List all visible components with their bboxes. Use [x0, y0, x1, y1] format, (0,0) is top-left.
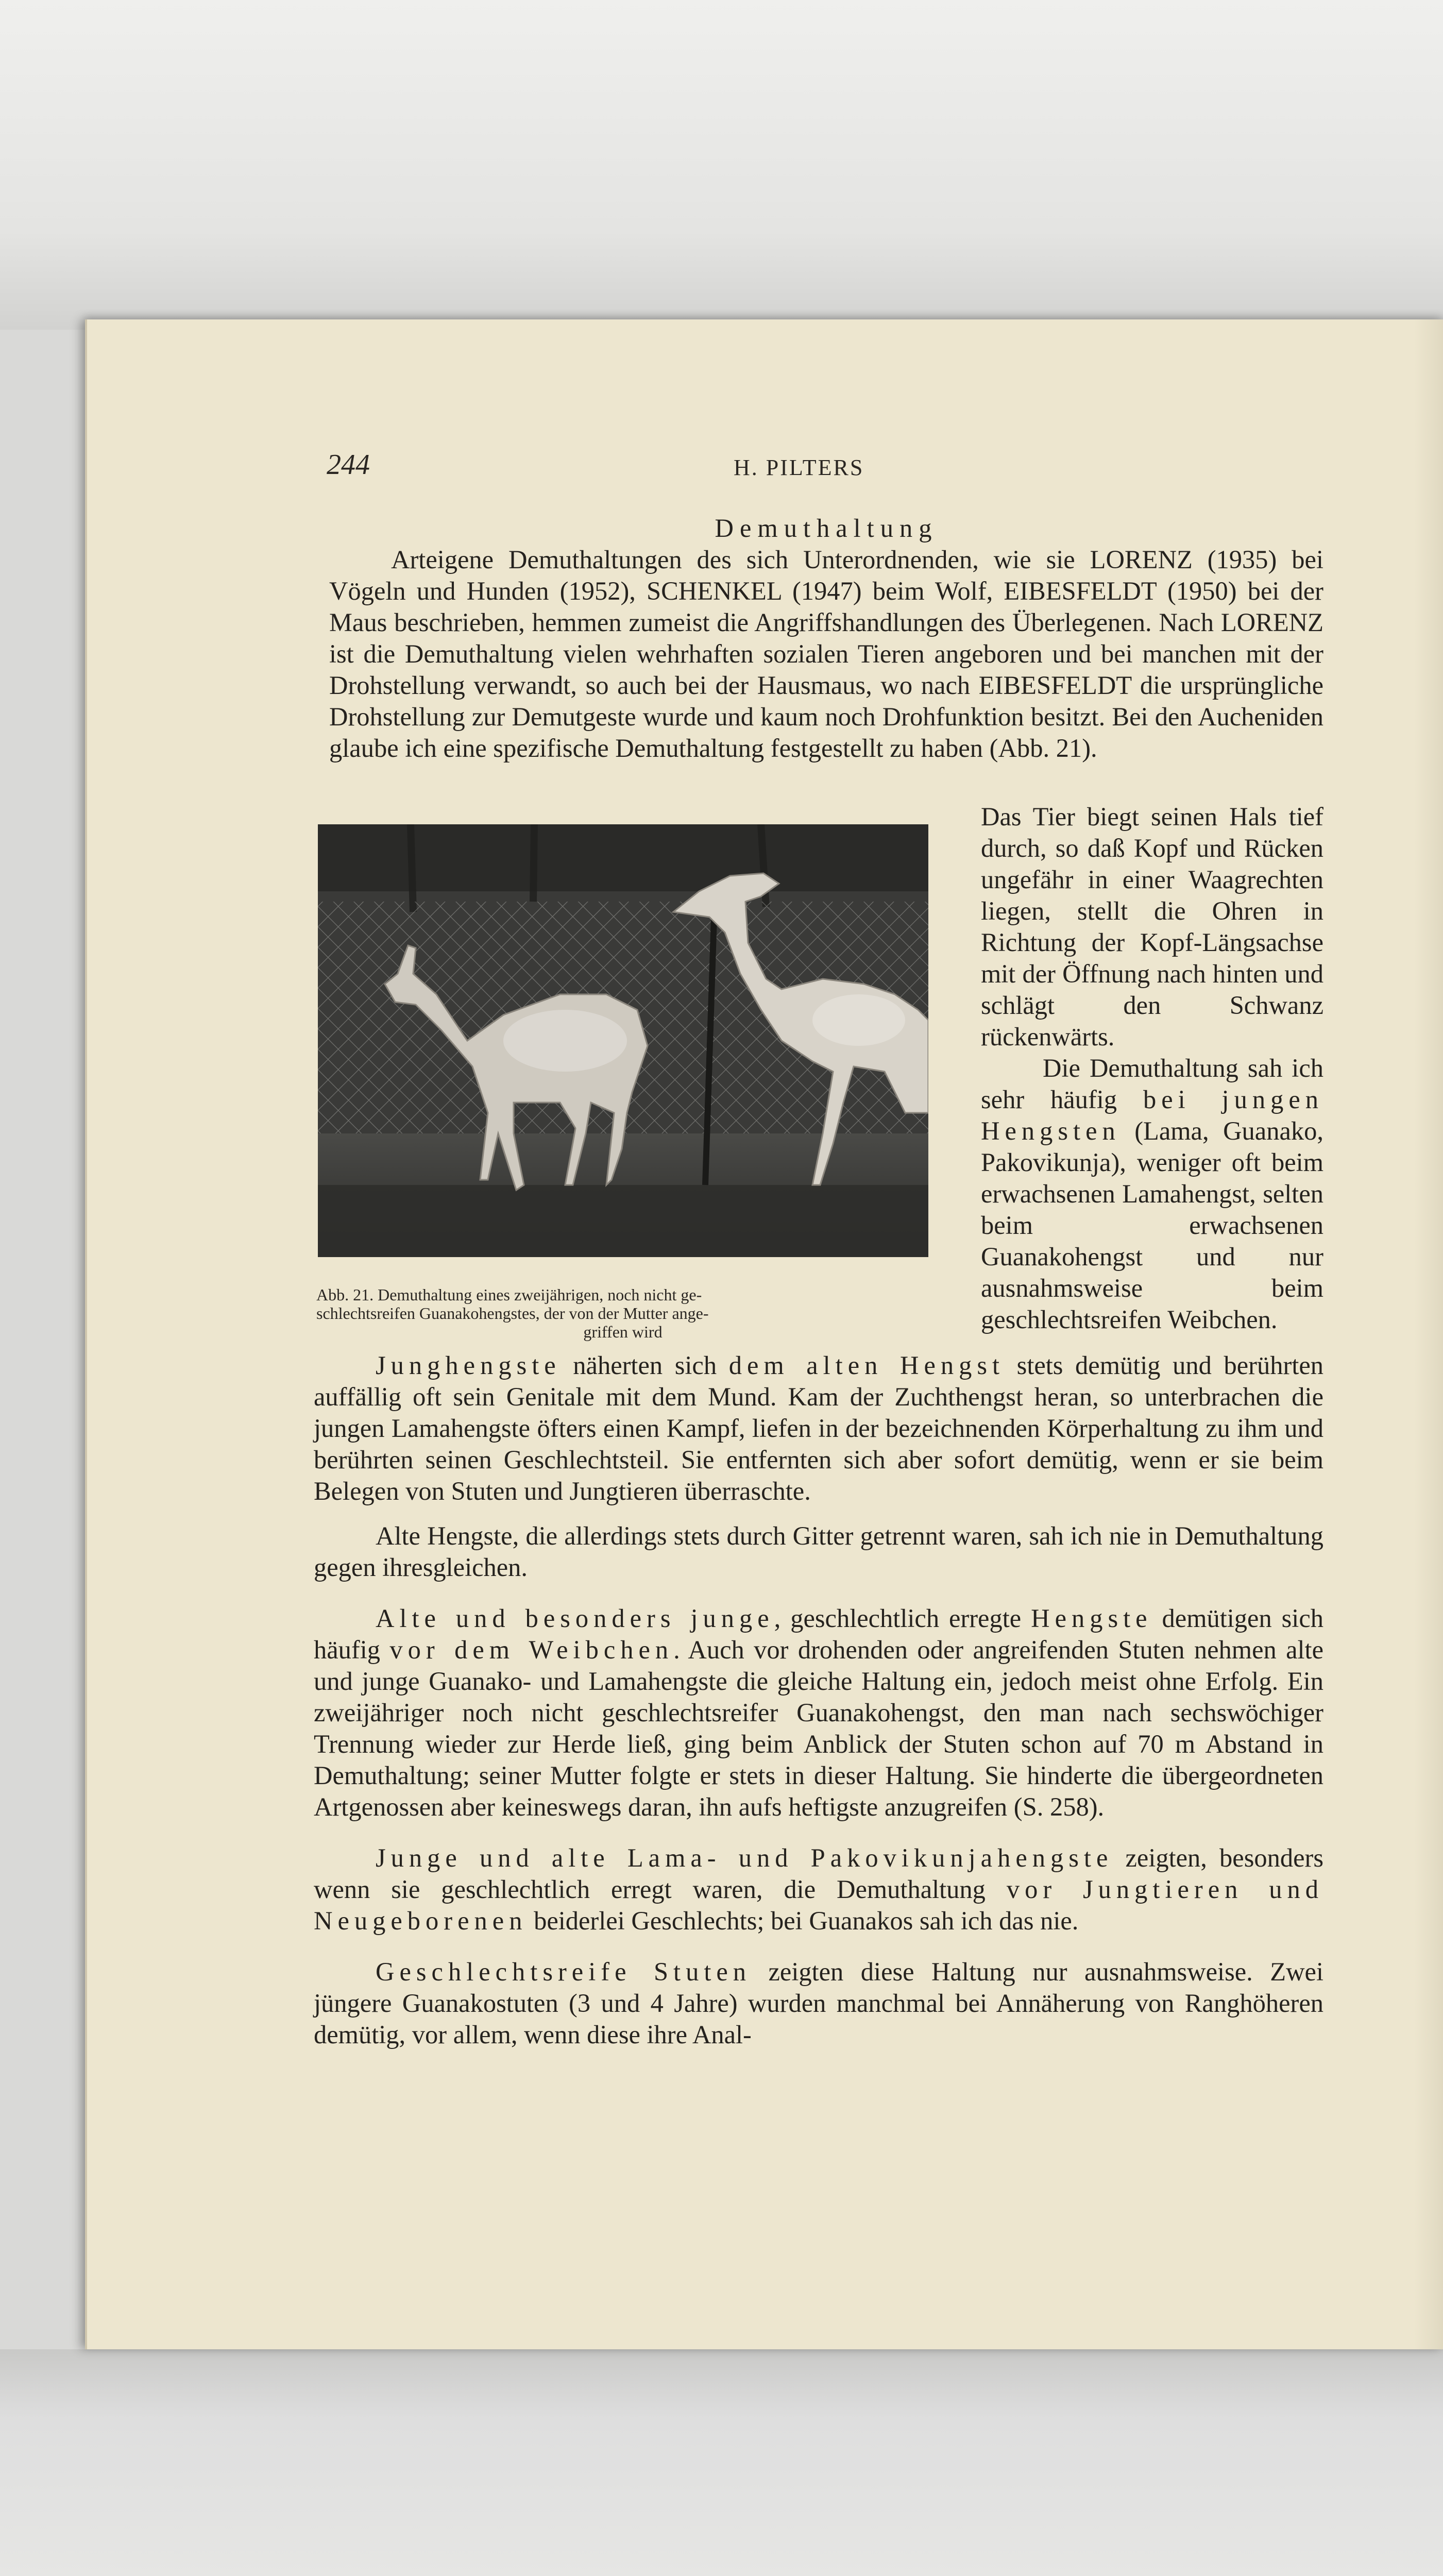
figure-caption [316, 1285, 929, 1341]
page-number: 244 [327, 449, 370, 481]
paragraph-alte-hengste: Alte Hengste, die allerdings stets durch Gitter getrennt waren, sah ich nie in Demuthaltung gegen ihresgleichen. [314, 1521, 1323, 1582]
paragraph-weibchen [314, 1603, 1323, 1823]
text-run: zeigten, besonders wenn sie geschlechtlich erregt waren, die Demuthaltung [314, 1843, 1323, 1904]
paragraph-stuten [314, 1956, 1323, 2050]
paragraph-frequency [981, 1053, 1323, 1335]
page-header [327, 448, 1305, 500]
text-run: beiderlei Geschlechts; bei Guanakos sah ich das nie. [527, 1906, 1079, 1935]
background-top [0, 0, 1443, 330]
guanaco-photo-image [318, 824, 928, 1257]
emphasis-run: Hengste [1031, 1604, 1152, 1633]
emphasis-run: bei jungen Hengsten [981, 1085, 1323, 1145]
caption-line-1: Abb. 21. Demuthaltung eines zweijährigen, noch nicht ge- [316, 1285, 702, 1304]
figure-photo [318, 824, 928, 1257]
text-run: . Auch vor drohenden oder angreifenden Stuten nehmen alte und junge Guanako- und Lamahengste die gleiche Haltung ein, jedoch meist ohne Erfolg. Ein zweijähriger noch nicht geschlechtsreifer Guanakohengst, den man nach sechswöchiger Trennung wieder zur Herde ließ, ging beim Anblick der Stuten schon auf 70 m Abstand in Demuthaltung; seiner Mutter folgte er stets in dieser Haltung. Sie hinderte die übergeordneten Artgenossen aber keineswegs daran, ihn aufs heftigste anzugreifen (S. 258). [314, 1635, 1324, 1821]
caption-line-2: schlechtsreifen Guanakohengstes, der von der Mutter ange- [316, 1304, 709, 1323]
text-run: , geschlechtlich erregte [774, 1604, 1031, 1633]
paragraph-posture: Das Tier biegt seinen Hals tief durch, so daß Kopf und Rücken ungefähr in einer Waagrechten liegen, stellt die Ohren in Richtung der Kopf-Längsachse mit der Öffnung nach hinten und schlägt den Schwanz rückenwärts. [981, 802, 1323, 1051]
caption-line-3: griffen wird [583, 1323, 663, 1341]
emphasis-run: vor dem Weibchen [389, 1635, 674, 1664]
emphasis-run: vor Jungtieren und Neugeborenen [314, 1875, 1323, 1935]
paragraph-intro: Arteigene Demuthaltungen des sich Unterordnenden, wie sie LORENZ (1935) bei Vögeln und Hunden (1952), SCHENKEL (1947) beim Wolf, EIBESFELDT (1950) bei der Maus beschrieben, hemmen zumeist die Angriffshandlungen des Überlegenen. Nach LORENZ ist die Demuthaltung vielen wehrhaften sozialen Tieren angeboren und bei manchen mit der Drohstellung verwandt, so auch bei der Hausmaus, wo nach EIBESFELDT die ursprüngliche Drohstellung zur Demutgeste wurde und kaum noch Drohfunktion besitzt. Bei den Aucheniden glaube ich eine spezifische Demuthaltung festgestellt zu haben (Abb. 21). [329, 545, 1323, 762]
emphasis-run: dem alten Hengst [728, 1351, 1005, 1380]
text-run: näherten sich [561, 1351, 729, 1380]
running-head: H. PILTERS [734, 455, 864, 480]
background-bottom [0, 2349, 1443, 2576]
emphasis-run: Junghengste [376, 1351, 561, 1380]
text-run: demütigen sich häufig [314, 1604, 1323, 1664]
section-title: Demuthaltung [715, 514, 938, 543]
book-page [85, 319, 1443, 2349]
emphasis-run: Alte und besonders junge [376, 1604, 774, 1633]
body-bottom [314, 1350, 1323, 2070]
paragraph-junghengste [314, 1350, 1323, 1507]
paragraph-jungtiere [314, 1842, 1323, 1937]
text-run: zeigten diese Haltung nur ausnahmsweise. Zwei jüngere Guanakostuten (3 und 4 Jahre) wurden manchmal bei Annäherung von Ranghöheren demütig, vor allem, wenn diese ihre Anal- [314, 1957, 1323, 2049]
emphasis-run: Junge und alte Lama- und Pakovikunjahengste [376, 1843, 1113, 1872]
page-edge-shade [1414, 319, 1443, 2349]
text-run: Die Demuthaltung sah ich sehr häufig [981, 1054, 1323, 1114]
text-run: (Lama, Guanako, Pakovikunja), weniger oft beim erwachsenen Lamahengst, selten beim erwachsenen Guanakohengst und nur ausnahmsweise beim geschlechtsreifen Weibchen. [981, 1116, 1323, 1334]
emphasis-run: Geschlechtsreife Stuten [376, 1957, 752, 1986]
body-top [329, 513, 1323, 764]
text-run: stets demütig und berührten auffällig oft sein Genitale mit dem Mund. Kam der Zuchthengst heran, so unterbrachen die jungen Lamahengste öfters einen Kampf, liefen in der bezeichnenden Körperhaltung zu ihm und berührten seinen Geschlechtsteil. Sie entfernten sich aber sofort demütig, wenn er sie beim Belegen von Stuten und Jungtieren überraschte. [314, 1351, 1324, 1505]
body-right-column [981, 801, 1323, 1335]
